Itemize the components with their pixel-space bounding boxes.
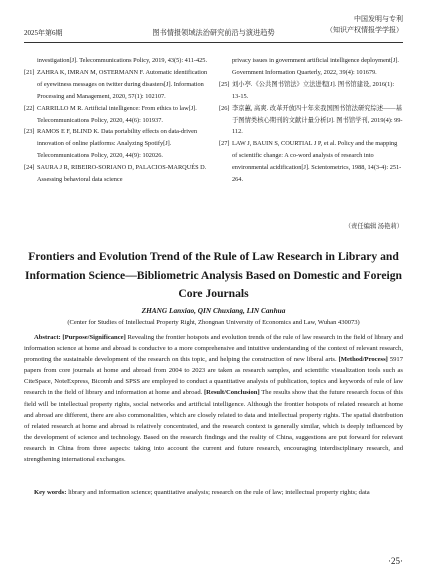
issue-label: 2025年第6期 xyxy=(24,29,63,37)
reference-item xyxy=(219,138,403,186)
reference-item xyxy=(24,126,208,162)
page-number: ·25· xyxy=(388,556,403,566)
reference-item xyxy=(24,103,208,127)
reference-text: RAMOS E F, BLIND K. Data portability effects on data-driven innovation of online platforms: Analyzing Spotify[J]. Telecommunications Policy, 2020, 44(9): 102026. xyxy=(37,128,198,160)
reference-text: investigation[J]. Telecommunications Policy, 2019, 43(5): 411-425. xyxy=(37,57,208,64)
reference-item xyxy=(24,67,208,103)
section-title: 图书情报领域法治研究前沿与演进趋势 xyxy=(152,29,275,37)
reference-number: [22] xyxy=(24,104,35,112)
reference-item xyxy=(219,79,403,103)
keywords-label: Key words: xyxy=(34,489,67,496)
abstract xyxy=(24,332,403,465)
reference-list xyxy=(24,55,403,235)
result-text: The results show that the future research focus of this field will be intellectual property rights, social networks and artificial intelligence. Although the frontier hotspots of related research at home and abroad are different, there are also commonalities, which are closely related to data and intellectual property rights. The spatial distribution of related research at home and abroad is relatively concentrated, and the research context is generally similar, which is deeply influenced by the development of science and technology. Based on the research findings and the reality of China, suggestions are put forward for relevant research in China from three aspects: taking into account the current and future research, encouraging interdisciplinary research, and strengthening international exchanges. xyxy=(24,389,403,464)
journal-name xyxy=(326,14,403,36)
purpose-label: [Purpose/Significance] xyxy=(62,334,126,341)
reference-column-left xyxy=(24,55,208,186)
keywords xyxy=(24,487,403,498)
page-header xyxy=(24,14,403,40)
reference-text: LAW J, BAUIN S, COURTIAL J P, et al. Policy and the mapping of scientific change: A co-word analysis of research into environmental acidification[J]. Scientometrics, 1988, 14(3-4): 251-264. xyxy=(232,140,402,184)
keywords-text: library and information science; quantitative analysis; research on the rule of law; intellectual property rights; data xyxy=(68,489,370,496)
reference-text: 刘小亭.《公共图书馆法》立法进程[J]. 图书馆建设, 2016(1): 13-15. xyxy=(232,80,395,100)
reference-number: [26] xyxy=(219,104,230,112)
reference-text: 李京蕙, 高爽. 改革开放四十年来我国图书馆法研究综述——基于图情类核心期刊的文献计量分析[J]. 图书馆学刊, 2019(4): 99-112. xyxy=(232,104,403,136)
reference-item xyxy=(219,103,403,139)
result-label: [Result/Conclusion] xyxy=(203,389,260,397)
reference-number: [21] xyxy=(24,68,35,76)
method-text: 5917 papers from core journals at home and abroad from 2004 to 2023 are taken as research samples, and scientific visualization tools such as CiteSpace, NoteExpress, Bicomb and SPSS are employed to conduct a quantitative analysis of publication, topics and keywords of rule of law research in the field of library and information at home and abroad. xyxy=(24,356,403,397)
header-rule xyxy=(24,42,403,43)
reference-number: [27] xyxy=(219,140,230,148)
abstract-label: Abstract: xyxy=(34,334,61,341)
article-affiliation: (Center for Studies of Intellectual Property Right, Zhongnan University of Economics and Law, Wuhan 430073) xyxy=(67,319,360,326)
article-title: Frontiers and Evolution Trend of the Rule of Law Research in Library and Information Science—Bibliometric Analysis Based on Domestic and Foreign Core Journals xyxy=(25,250,402,300)
reference-item xyxy=(219,55,403,79)
reference-text: SAURA J R, RIBEIRO-SORIANO D, PALACIOS-MARQUÉS D. Assessing behavioral data science xyxy=(37,164,207,184)
reference-text: privacy issues in government artificial intelligence deployment[J]. Government Information Quarterly, 2022, 39(4): 101679. xyxy=(232,57,399,76)
reference-text: CARRILLO M R. Artificial intelligence: From ethics to law[J]. Telecommunications Policy, 2020, 44(6): 101937. xyxy=(37,104,197,124)
reference-number: [25] xyxy=(219,80,230,88)
reference-item xyxy=(24,55,208,67)
reference-number: [24] xyxy=(24,164,35,172)
reference-column-right xyxy=(219,55,403,186)
reference-item xyxy=(24,162,208,186)
article-authors: ZHANG Lanxiao, QIN Chuxiang, LIN Canhua xyxy=(141,306,286,315)
journal-name-line2: （知识产权情报学学报） xyxy=(326,26,403,34)
method-label: [Method/Process] xyxy=(338,356,388,364)
reference-number: [23] xyxy=(24,128,35,136)
reference-text: ZAHRA K, IMRAN M, OSTERMANN F. Automatic identification of eyewitness messages on twitter during disasters[J]. Information Processing and Management, 2020, 57(1): 102107. xyxy=(37,68,208,100)
purpose-text: Revealing the frontier hotspots and evolution trends of the rule of law research in the field of library and information science at home and abroad is conducive to a more comprehensive and intuitive understanding of the context of relevant research, promoting the sustainable development of the research on this topic, and helping the construction of new liberal arts. xyxy=(24,334,404,364)
journal-name-line1: 中国发明与专利 xyxy=(354,15,403,23)
editor-note: （责任编辑 汤艳莉） xyxy=(344,223,403,230)
